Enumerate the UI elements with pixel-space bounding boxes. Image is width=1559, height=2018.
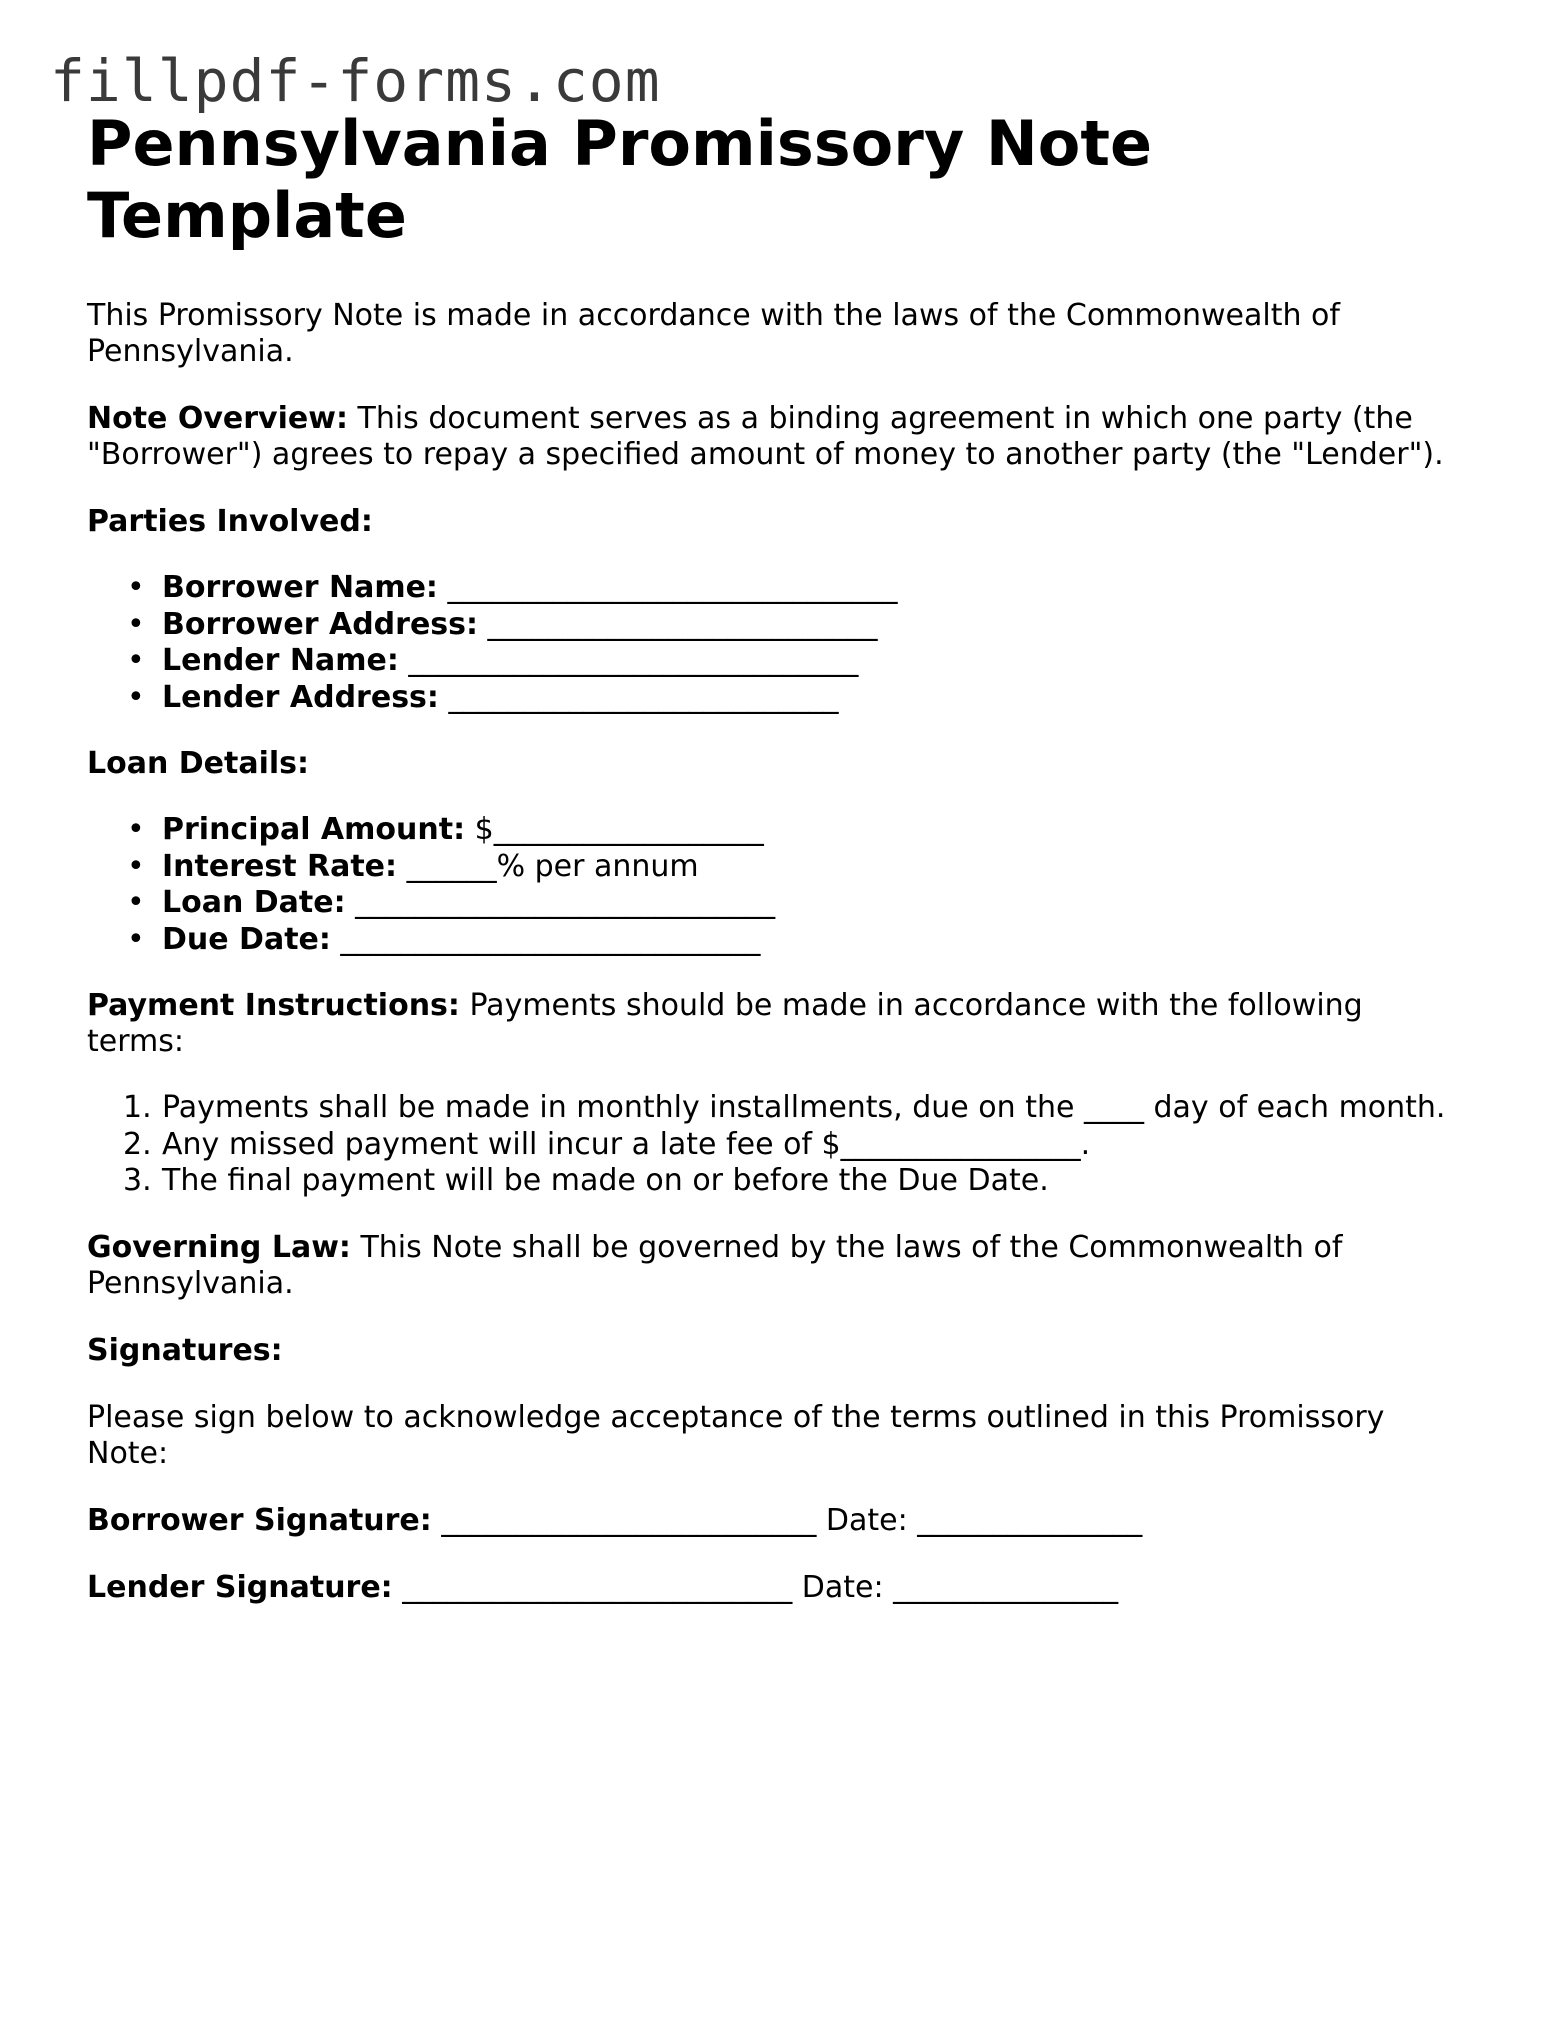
lender-name-field[interactable]: ______________________________: [398, 643, 859, 678]
principal-amount-label: Principal Amount:: [162, 812, 466, 847]
watermark: fillpdf-forms.com: [50, 47, 661, 115]
document-title: Pennsylvania Promissory Note Template: [87, 107, 1153, 252]
lender-date-field[interactable]: Date: _______________: [801, 1569, 1119, 1605]
borrower-name-label: Borrower Name:: [162, 570, 438, 605]
signatures-heading: Signatures:: [87, 1332, 283, 1368]
list-item-lender-address: [87, 680, 1487, 717]
payment-term-number: 1.: [123, 1090, 152, 1125]
lender-signature-row: [87, 1570, 1487, 1606]
parties-list: [87, 570, 1487, 716]
payment-instructions-text: Payments should be made in accordance with the following terms:: [87, 988, 1363, 1059]
due-date-field[interactable]: ____________________________: [330, 921, 761, 957]
list-item-loan-date: [87, 885, 1487, 922]
loan-date-field[interactable]: ____________________________: [345, 885, 776, 920]
note-overview-label: Note Overview:: [87, 401, 348, 436]
list-item-borrower-address: [87, 607, 1487, 644]
note-overview-text: This document serves as a binding agreement in which one party (the "Borrower") agrees to repay a specified amount of money to another party (the "Lender").: [87, 401, 1444, 472]
loan-date-label: Loan Date:: [162, 885, 346, 920]
document-body: [87, 108, 1487, 1606]
payment-term-number: 3.: [123, 1163, 152, 1198]
list-item-borrower-name: [87, 570, 1487, 607]
payment-instructions-label: Payment Instructions:: [87, 988, 460, 1023]
governing-law-text: This Note shall be governed by the laws of the Commonwealth of Pennsylvania.: [87, 1229, 1343, 1301]
borrower-signature-field[interactable]: _________________________: [431, 1502, 826, 1538]
interest-rate-label: Interest Rate:: [162, 848, 398, 884]
governing-law-paragraph: [87, 1230, 1427, 1302]
lender-signature-label: Lender Signature:: [87, 1569, 393, 1605]
principal-amount-field[interactable]: $__________________: [465, 812, 764, 847]
payment-term-2: [87, 1127, 1487, 1164]
borrower-name-field[interactable]: ______________________________: [437, 570, 898, 605]
lender-address-field[interactable]: __________________________: [438, 679, 839, 715]
payment-terms-list: [87, 1090, 1487, 1200]
payment-term-text[interactable]: Payments shall be made in monthly installments, due on the ____ day of each month.: [162, 1090, 1446, 1125]
note-overview-paragraph: [87, 401, 1487, 473]
borrower-signature-row: [87, 1503, 1487, 1539]
payment-instructions-paragraph: [87, 988, 1427, 1060]
due-date-label: Due Date:: [162, 921, 331, 957]
borrower-date-field[interactable]: Date: _______________: [825, 1502, 1143, 1538]
lender-name-label: Lender Name:: [162, 643, 399, 678]
borrower-signature-label: Borrower Signature:: [87, 1502, 432, 1538]
lender-signature-field[interactable]: __________________________: [392, 1569, 802, 1605]
borrower-address-field[interactable]: __________________________: [478, 606, 878, 642]
list-item-interest-rate: [87, 849, 1487, 886]
signatures-intro: Please sign below to acknowledge acceptance of the terms outlined in this Promissory Note:: [87, 1399, 1385, 1471]
list-item-principal-amount: [87, 812, 1487, 849]
payment-term-text: The final payment will be made on or before the Due Date.: [162, 1163, 1049, 1198]
parties-heading: Parties Involved:: [87, 504, 373, 539]
governing-law-label: Governing Law:: [87, 1229, 351, 1265]
payment-term-number: 2.: [123, 1126, 152, 1162]
lender-address-label: Lender Address:: [162, 679, 439, 715]
list-item-lender-name: [87, 643, 1487, 680]
payment-term-3: [87, 1163, 1487, 1200]
loan-details-list: [87, 812, 1487, 958]
loan-details-heading: Loan Details:: [87, 746, 310, 781]
intro-paragraph: This Promissory Note is made in accordance with the laws of the Commonwealth of Pennsylvania.: [87, 298, 1340, 369]
list-item-due-date: [87, 922, 1487, 959]
payment-term-1: [87, 1090, 1487, 1127]
borrower-address-label: Borrower Address:: [162, 606, 478, 642]
interest-rate-field[interactable]: ______% per annum: [397, 848, 699, 884]
payment-term-text[interactable]: Any missed payment will incur a late fee of $________________.: [162, 1126, 1091, 1162]
